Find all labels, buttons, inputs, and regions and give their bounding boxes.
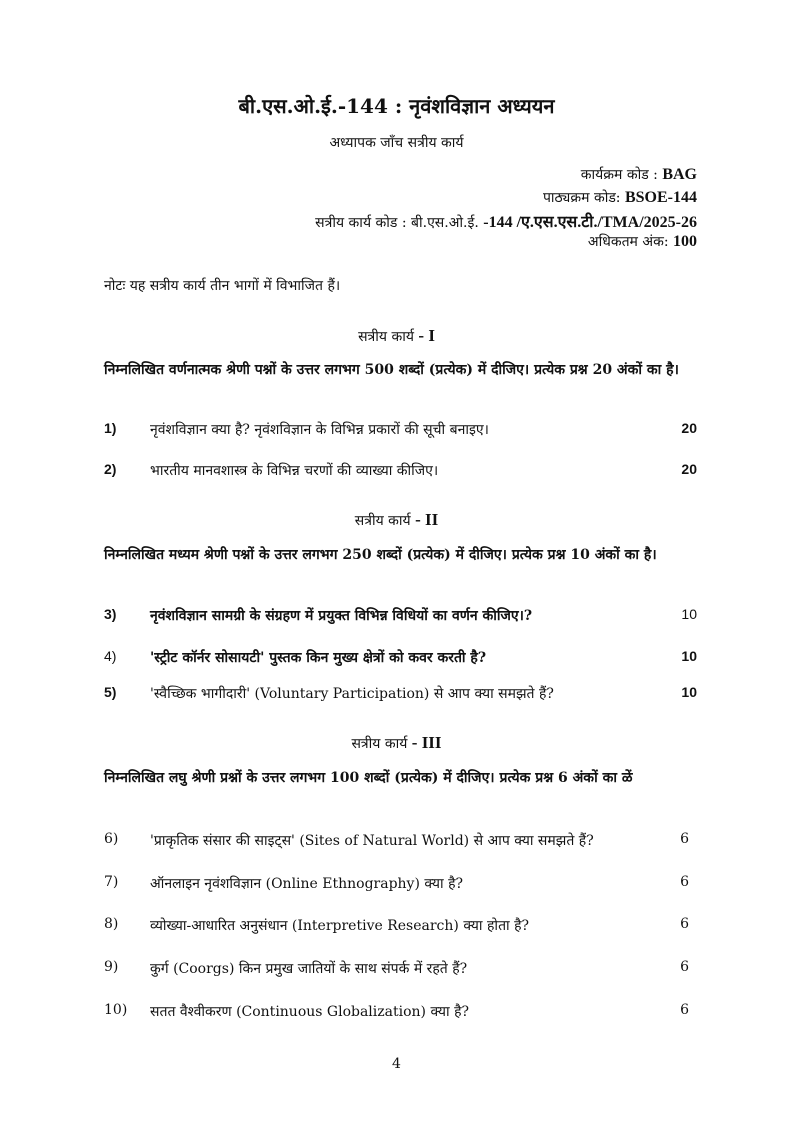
page-title: बी.एस.ओ.ई.-144 : नृवंशविज्ञान अध्ययन: [238, 94, 555, 118]
question-text: व्योख्या-आधारित अनुसंधान (Interpretive Research) क्या होता है?: [150, 918, 530, 934]
section-heading-2: [0, 510, 793, 530]
course-code-label: पाठ्यक्रम कोड:: [542, 190, 621, 206]
question-number: 8): [104, 916, 119, 932]
programme-code-value: BAG: [662, 166, 697, 183]
question-number: 6): [104, 831, 119, 847]
section-instruction-2: निम्नलिखित मध्यम श्रेणी पश्नों के उत्तर लगभग 250 शब्दों (प्रत्येक) में दीजिए। प्रत्येक प्रश्न 10 अंकों का है।: [104, 547, 657, 563]
question-number: 1): [104, 420, 117, 436]
section-heading-prefix: सत्रीय कार्य: [351, 736, 408, 752]
max-marks-line: [588, 232, 697, 251]
programme-code-line: [581, 165, 697, 184]
section-instruction-3: निम्नलिखित लघु श्रेणी प्रश्नों के उत्तर लगभग 100 शब्दों (प्रत्येक) में दीजिए। प्रत्येक प्रश्न 6 अंकों का ळें: [104, 770, 633, 786]
section-heading-numeral: - II: [415, 510, 439, 529]
course-code-value: BSOE-144: [624, 189, 697, 206]
assignment-code-label: सत्रीय कार्य कोड : बी.एस.ओ.ई.: [315, 215, 479, 231]
question-marks: 6: [680, 916, 689, 932]
section-heading-1: [0, 326, 793, 346]
question-marks: 10: [681, 684, 697, 700]
question-marks: 20: [681, 461, 697, 477]
note-text: नोटः यह सत्रीय कार्य तीन भागों में विभाजित हैं।: [104, 278, 341, 294]
max-marks-value: 100: [673, 233, 697, 250]
question-text: नृवंशविज्ञान सामग्री के संग्रहण में प्रयुक्त विभिन्न विधियों का वर्णन कीजिए।?: [150, 608, 533, 624]
course-code-line: [543, 188, 697, 207]
question-number: 2): [104, 461, 117, 477]
section-heading-prefix: सत्रीय कार्य: [354, 513, 411, 529]
question-marks: 10: [681, 606, 697, 622]
question-marks: 6: [680, 959, 689, 975]
question-text: 'स्ट्रीट कॉर्नर सोसायटी' पुस्तक किन मुख्य क्षेत्रों को कवर करती है?: [150, 650, 487, 666]
section-heading-numeral: - I: [418, 326, 435, 345]
question-number: 4): [104, 648, 117, 664]
question-text: सतत वैश्वीकरण (Continuous Globalization) क्या है?: [150, 1004, 470, 1020]
question-text: 'प्राकृतिक संसार की साइट्स' (Sites of Natural World) से आप क्या समझते हैं?: [150, 833, 594, 849]
section-heading-prefix: सत्रीय कार्य: [358, 329, 414, 345]
question-text: ऑनलाइन नृवंशविज्ञान (Online Ethnography) क्या है?: [150, 876, 464, 892]
question-text: 'स्वैच्छिक भागीदारी' (Voluntary Participation) से आप क्या समझते हैं?: [150, 686, 554, 702]
question-marks: 10: [681, 648, 697, 664]
question-number: 7): [104, 874, 119, 890]
question-marks: 6: [680, 831, 689, 847]
page-subtitle: अध्यापक जाँच सत्रीय कार्य: [329, 135, 464, 151]
page-number: 4: [392, 1056, 401, 1072]
section-heading-numeral: - III: [411, 733, 442, 752]
question-number: 3): [104, 606, 117, 622]
programme-code-label: कार्यक्रम कोड :: [580, 167, 658, 183]
question-text: भारतीय मानवशास्त्र के विभिन्न चरणों की व्याख्या कीजिए।: [150, 463, 439, 479]
max-marks-label: अधिकतम अंक:: [587, 234, 669, 250]
question-marks: 20: [681, 420, 697, 436]
question-marks: 6: [680, 874, 689, 890]
question-text: नृवंशविज्ञान क्या है? नृवंशविज्ञान के विभिन्न प्रकारों की सूची बनाइए।: [150, 422, 489, 438]
question-number: 5): [104, 684, 117, 700]
assignment-code-line: [315, 210, 697, 232]
question-number: 9): [104, 959, 119, 975]
question-marks: 6: [680, 1002, 689, 1018]
section-instruction-1: निम्नलिखित वर्णनात्मक श्रेणी पश्नों के उत्तर लगभग 500 शब्दों (प्रत्येक) में दीजिए। प्रत्येक प्रश्न 20 अंकों का है।: [104, 362, 679, 378]
assignment-code-value: -144 /ए.एस.एस.टी./TMA/2025-26: [483, 214, 697, 231]
section-heading-3: [0, 733, 793, 753]
question-number: 10): [104, 1002, 128, 1018]
question-text: कुर्ग (Coorgs) किन प्रमुख जातियों के साथ संपर्क में रहते हैं?: [150, 961, 468, 977]
